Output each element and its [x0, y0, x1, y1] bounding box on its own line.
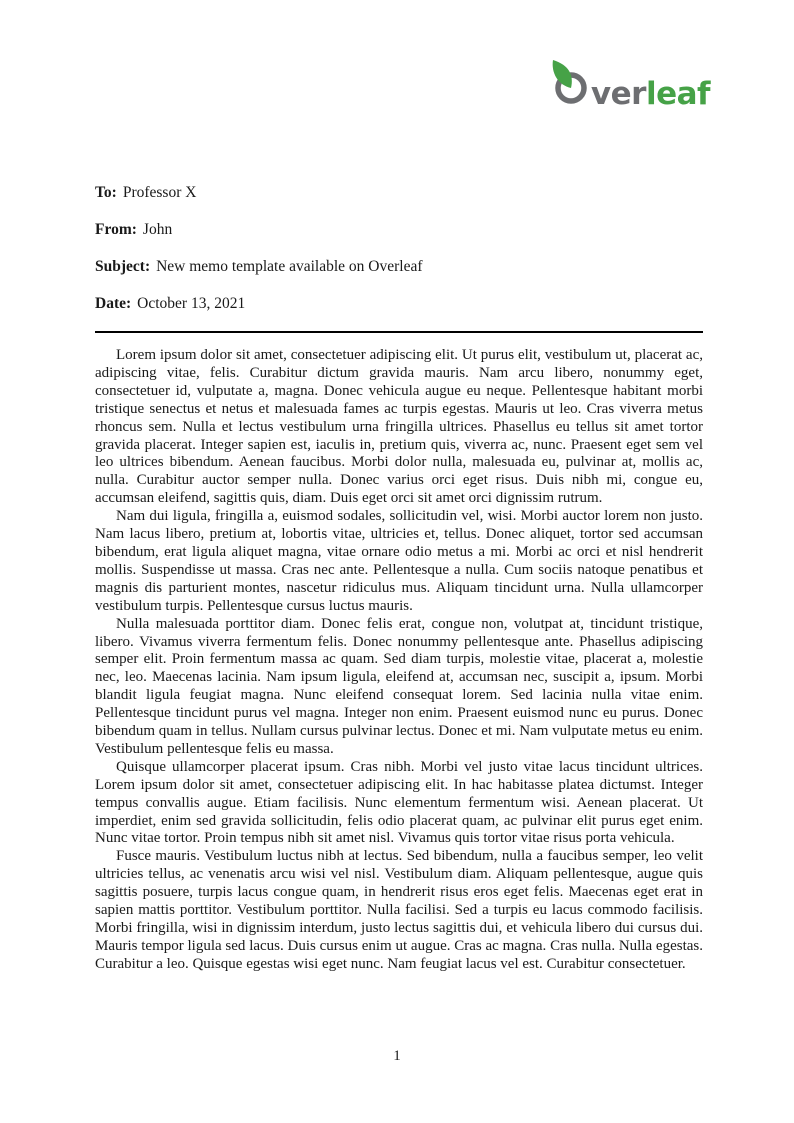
- memo-body: [95, 347, 703, 974]
- memo-field-label: Subject:: [95, 258, 151, 275]
- memo-field-value: Professor X: [122, 184, 197, 201]
- memo-field-from: [95, 220, 703, 239]
- paragraph: Quisque ullamcorper placerat ipsum. Cras nibh. Morbi vel justo vitae lacus tincidunt ultrices. Lorem ipsum dolor sit amet, consectetuer adipiscing elit. In hac habitasse platea dictumst. Integer tempus convallis augue. Etiam facilisis. Nunc elementum fermentum wisi. Aenean placerat. Ut imperdiet, enim sed gravida sollicitudin, felis odio placerat quam, ac pulvinar elit purus eget enim. Nunc vitae tortor. Proin tempus nibh sit amet nisl. Vivamus quis tortor vitae risus porta vehicula.: [95, 758, 703, 847]
- memo-content: [95, 183, 703, 974]
- logo-text-leaf: leaf: [645, 76, 710, 112]
- paragraph: Nam dui ligula, fringilla a, euismod sodales, sollicitudin vel, wisi. Morbi auctor lorem non justo. Nam lacus libero, pretium at, lobortis vitae, ultricies et, tellus. Donec aliquet, tortor sed accumsan bibendum, erat ligula aliquet magna, vitae ornare odio metus a mi. Morbi ac orci et nisl hendrerit mollis. Suspendisse ut massa. Cras nec ante. Pellentesque a nulla. Cum sociis natoque penatibus et magnis dis parturient montes, nascetur ridiculus mus. Aliquam tincidunt urna. Nulla ullamcorper vestibulum turpis. Pellentesque cursus luctus mauris.: [95, 508, 703, 614]
- memo-field-date: [95, 294, 703, 313]
- logo-text-ver: ver: [590, 76, 646, 112]
- page-number: 1: [393, 1048, 401, 1064]
- overleaf-logo: [550, 58, 710, 110]
- paragraph: Nulla malesuada porttitor diam. Donec felis erat, congue non, volutpat at, tincidunt tristique, libero. Vivamus viverra fermentum felis. Donec nonummy pellentesque ante. Phasellus adipiscing semper elit. Proin fermentum massa ac quam. Sed diam turpis, molestie vitae, placerat a, molestie nec, leo. Maecenas lacinia. Nam ipsum ligula, eleifend at, accumsan nec, suscipit a, ipsum. Morbi blandit ligula feugiat magna. Nunc eleifend consequat lorem. Sed lacinia nulla vitae enim. Pellentesque tincidunt purus vel magna. Integer non enim. Praesent euismod nunc eu purus. Donec bibendum quam in tellus. Nullam cursus pulvinar lectus. Donec et mi. Nam vulputate metus eu enim. Vestibulum pellentesque felis eu massa.: [95, 615, 703, 757]
- memo-field-value: October 13, 2021: [137, 295, 246, 312]
- memo-field-label: To:: [95, 184, 117, 201]
- logo-leaf-shape: [553, 60, 572, 88]
- paragraph: Lorem ipsum dolor sit amet, consectetuer adipiscing elit. Ut purus elit, vestibulum ut, placerat ac, adipiscing vitae, felis. Curabitur dictum gravida mauris. Nam arcu libero, nonummy eget, consectetuer id, vulputate a, magna. Donec vehicula augue eu neque. Pellentesque habitant morbi tristique senectus et netus et malesuada fames ac turpis egestas. Mauris ut leo. Cras viverra metus rhoncus sem. Nulla et lectus vestibulum urna fringilla ultrices. Phasellus eu tellus sit amet tortor gravida placerat. Integer sapien est, iaculis in, pretium quis, viverra ac, nunc. Praesent eget sem vel leo ultrices bibendum. Aenean faucibus. Morbi dolor nulla, malesuada eu, pulvinar at, mollis ac, nulla. Curabitur auctor semper nulla. Donec varius orci eget risus. Duis nibh mi, congue eu, accumsan eleifend, sagittis quis, diam. Duis eget orci sit amet orci dignissim rutrum.: [95, 347, 703, 507]
- paragraph: Fusce mauris. Vestibulum luctus nibh at lectus. Sed bibendum, nulla a faucibus semper, leo velit ultricies tellus, ac venenatis arcu wisi vel nisl. Vestibulum diam. Aliquam pellentesque, augue quis sagittis posuere, turpis lacus congue quam, in hendrerit risus eros eget felis. Maecenas eget erat in sapien mattis porttitor. Vestibulum porttitor. Nulla facilisi. Sed a turpis eu lacus commodo facilisis. Morbi fringilla, wisi in dignissim interdum, justo lectus sagittis dui, et vehicula libero dui cursus dui. Mauris tempor ligula sed lacus. Duis cursus enim ut augue. Cras ac magna. Cras nulla. Nulla egestas. Curabitur a leo. Quisque egestas wisi eget nunc. Nam feugiat lacus vel est. Curabitur consectetuer.: [95, 848, 703, 972]
- overleaf-o-leaf-icon: [550, 58, 590, 104]
- memo-field-to: [95, 183, 703, 202]
- memo-field-value: John: [142, 221, 173, 238]
- memo-field-label: From:: [95, 221, 137, 238]
- memo-field-value: New memo template available on Overleaf: [156, 258, 423, 275]
- memo-field-label: Date:: [95, 295, 132, 312]
- memo-header-fields: [95, 183, 703, 313]
- divider-rule: [95, 331, 703, 333]
- memo-field-subject: [95, 257, 703, 276]
